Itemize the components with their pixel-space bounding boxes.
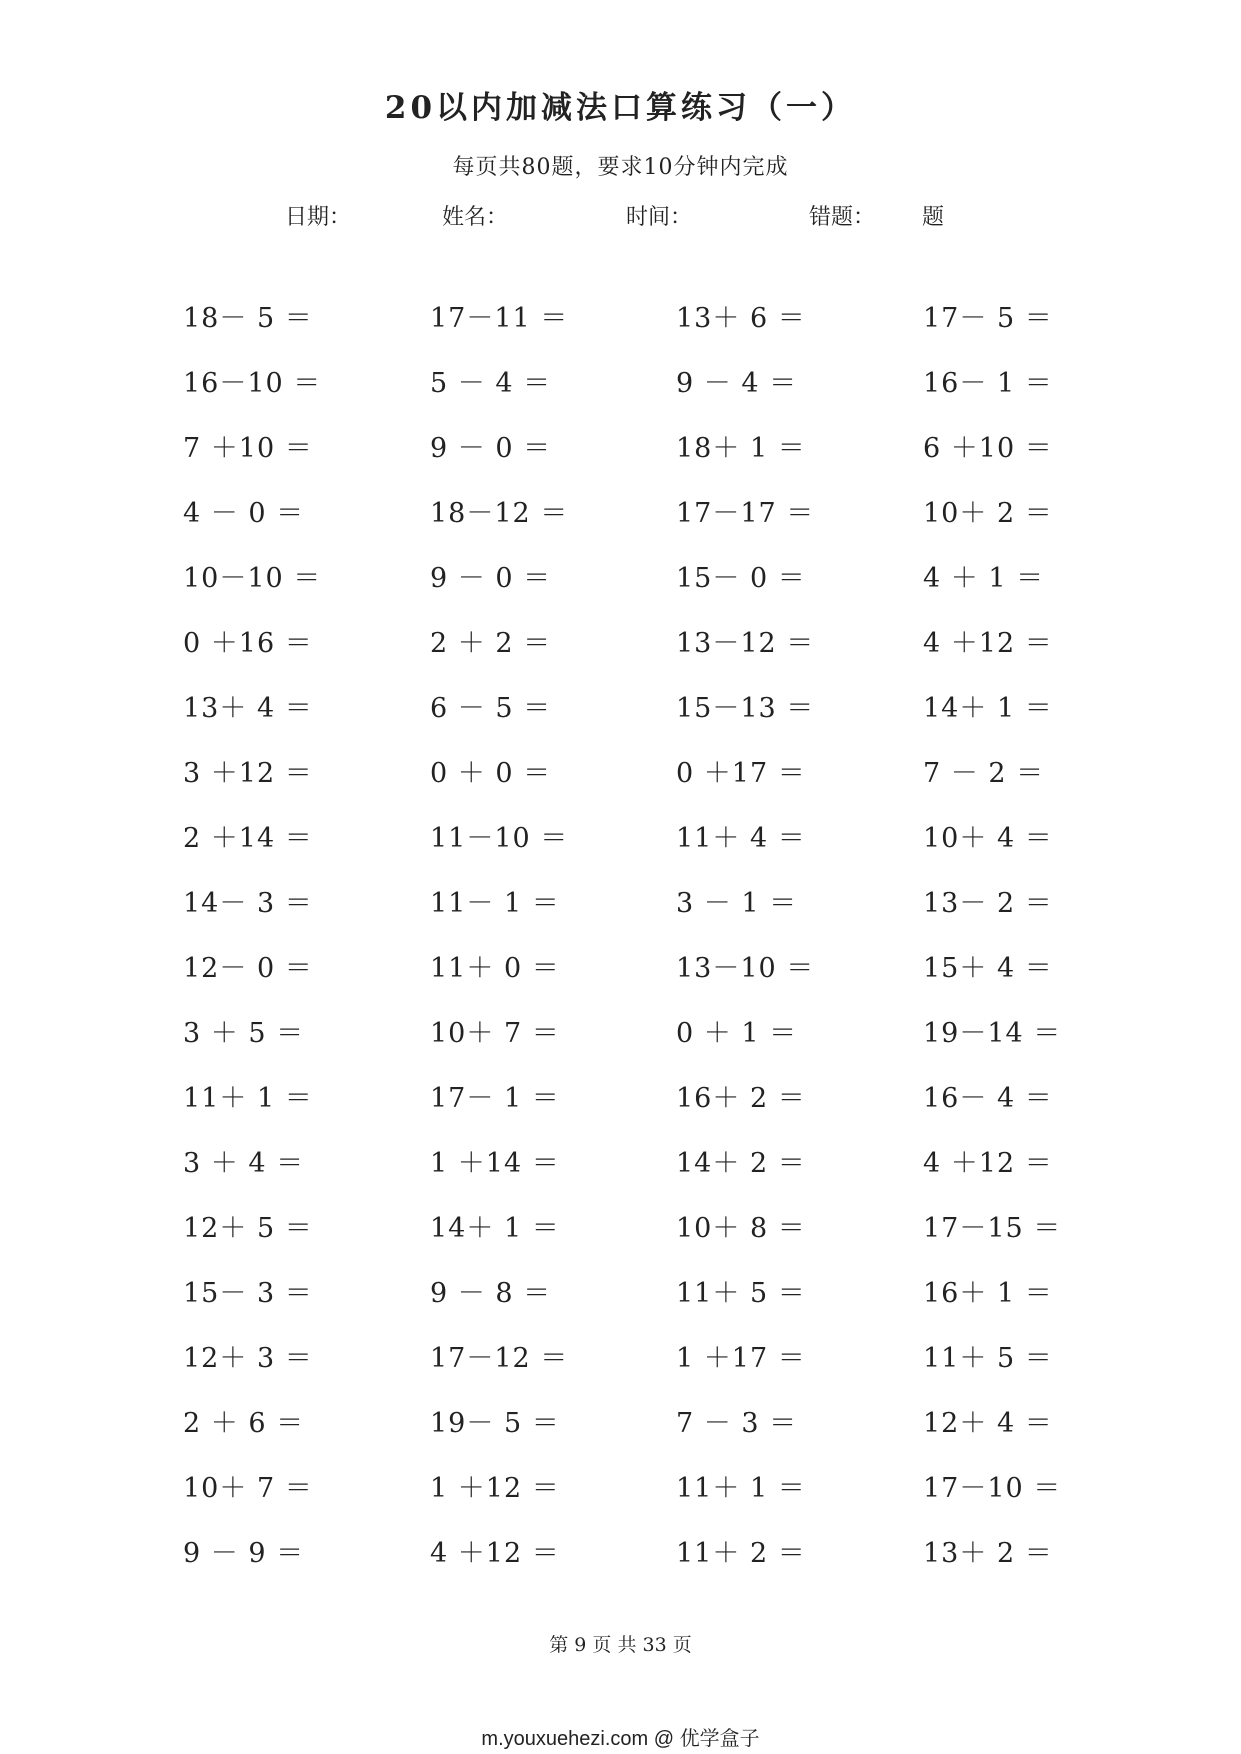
problem-item: 9 － 4 ＝ bbox=[676, 368, 798, 399]
problem-row bbox=[183, 621, 1123, 686]
problem-row bbox=[183, 296, 1123, 361]
time-label: 时间： bbox=[626, 205, 693, 230]
errors-unit: 题 bbox=[922, 205, 945, 230]
problem-item: 7 － 2 ＝ bbox=[923, 758, 1045, 789]
problem-item: 3 ＋ 5 ＝ bbox=[183, 1018, 305, 1049]
problem-item: 19－ 5 ＝ bbox=[430, 1408, 560, 1439]
problem-item: 14＋ 1 ＝ bbox=[923, 693, 1053, 724]
problem-item: 1 ＋14 ＝ bbox=[430, 1148, 560, 1179]
problem-item: 19－14 ＝ bbox=[923, 1018, 1062, 1049]
problem-item: 17－12 ＝ bbox=[430, 1343, 569, 1374]
problem-item: 16－10 ＝ bbox=[183, 368, 322, 399]
problem-item: 5 － 4 ＝ bbox=[430, 368, 552, 399]
errors-label: 错题： bbox=[809, 205, 876, 230]
problem-item: 13－ 2 ＝ bbox=[923, 888, 1053, 919]
problem-item: 3 － 1 ＝ bbox=[676, 888, 798, 919]
problem-item: 10＋ 7 ＝ bbox=[430, 1018, 560, 1049]
problem-item: 17－ 5 ＝ bbox=[923, 303, 1053, 334]
problem-row bbox=[183, 361, 1123, 426]
problem-item: 13－12 ＝ bbox=[676, 628, 815, 659]
problem-row bbox=[183, 1076, 1123, 1141]
problem-item: 11＋ 0 ＝ bbox=[430, 953, 560, 984]
problem-item: 4 ＋12 ＝ bbox=[923, 1148, 1053, 1179]
problem-item: 11＋ 1 ＝ bbox=[676, 1473, 806, 1504]
problem-item: 11＋ 2 ＝ bbox=[676, 1538, 806, 1569]
problem-item: 15－13 ＝ bbox=[676, 693, 815, 724]
problem-row bbox=[183, 426, 1123, 491]
problem-item: 2 ＋14 ＝ bbox=[183, 823, 313, 854]
problem-row bbox=[183, 881, 1123, 946]
problem-item: 7 ＋10 ＝ bbox=[183, 433, 313, 464]
problem-item: 1 ＋12 ＝ bbox=[430, 1473, 560, 1504]
problem-item: 14－ 3 ＝ bbox=[183, 888, 313, 919]
problem-item: 13＋ 2 ＝ bbox=[923, 1538, 1053, 1569]
problem-item: 17－17 ＝ bbox=[676, 498, 815, 529]
problem-item: 9 － 0 ＝ bbox=[430, 433, 552, 464]
problem-item: 0 ＋ 0 ＝ bbox=[430, 758, 552, 789]
problem-item: 11＋ 5 ＝ bbox=[923, 1343, 1053, 1374]
problem-item: 13－10 ＝ bbox=[676, 953, 815, 984]
page-number: 第 9 页 共 33 页 bbox=[549, 1634, 692, 1656]
problem-item: 17－10 ＝ bbox=[923, 1473, 1062, 1504]
problem-item: 10＋ 2 ＝ bbox=[923, 498, 1053, 529]
problem-item: 12＋ 4 ＝ bbox=[923, 1408, 1053, 1439]
problem-row bbox=[183, 1011, 1123, 1076]
problem-item: 15－ 0 ＝ bbox=[676, 563, 806, 594]
problem-item: 10－10 ＝ bbox=[183, 563, 322, 594]
problem-row bbox=[183, 1401, 1123, 1466]
date-label: 日期： bbox=[285, 205, 352, 230]
problem-row bbox=[183, 686, 1123, 751]
problem-item: 10＋ 8 ＝ bbox=[676, 1213, 806, 1244]
problem-item: 16＋ 1 ＝ bbox=[923, 1278, 1053, 1309]
problem-grid bbox=[183, 296, 1123, 1596]
problem-item: 4 ＋12 ＝ bbox=[923, 628, 1053, 659]
problem-item: 18－ 5 ＝ bbox=[183, 303, 313, 334]
page-title: 20以内加减法口算练习（一） bbox=[384, 90, 857, 126]
info-row bbox=[0, 200, 1241, 230]
problem-item: 6 － 5 ＝ bbox=[430, 693, 552, 724]
problem-item: 9 － 9 ＝ bbox=[183, 1538, 305, 1569]
name-label: 姓名： bbox=[442, 205, 509, 230]
problem-row bbox=[183, 1141, 1123, 1206]
problem-item: 14＋ 2 ＝ bbox=[676, 1148, 806, 1179]
problem-item: 15－ 3 ＝ bbox=[183, 1278, 313, 1309]
problem-item: 4 ＋ 1 ＝ bbox=[923, 563, 1045, 594]
problem-item: 12＋ 5 ＝ bbox=[183, 1213, 313, 1244]
problem-item: 9 － 8 ＝ bbox=[430, 1278, 552, 1309]
problem-row bbox=[183, 1336, 1123, 1401]
watermark: m.youxuehezi.com @ 优学盒子 bbox=[481, 1728, 760, 1750]
problem-item: 4 － 0 ＝ bbox=[183, 498, 305, 529]
problem-item: 6 ＋10 ＝ bbox=[923, 433, 1053, 464]
problem-row bbox=[183, 491, 1123, 556]
problem-item: 3 ＋ 4 ＝ bbox=[183, 1148, 305, 1179]
problem-item: 11＋ 1 ＝ bbox=[183, 1083, 313, 1114]
problem-row bbox=[183, 1271, 1123, 1336]
problem-item: 13＋ 6 ＝ bbox=[676, 303, 806, 334]
problem-row bbox=[183, 751, 1123, 816]
problem-item: 2 ＋ 6 ＝ bbox=[183, 1408, 305, 1439]
problem-row bbox=[183, 556, 1123, 621]
problem-item: 7 － 3 ＝ bbox=[676, 1408, 798, 1439]
problem-item: 17－11 ＝ bbox=[430, 303, 569, 334]
problem-item: 11－ 1 ＝ bbox=[430, 888, 560, 919]
problem-item: 14＋ 1 ＝ bbox=[430, 1213, 560, 1244]
problem-item: 0 ＋16 ＝ bbox=[183, 628, 313, 659]
problem-item: 17－ 1 ＝ bbox=[430, 1083, 560, 1114]
problem-item: 11＋ 4 ＝ bbox=[676, 823, 806, 854]
problem-item: 10＋ 4 ＝ bbox=[923, 823, 1053, 854]
problem-item: 4 ＋12 ＝ bbox=[430, 1538, 560, 1569]
problem-item: 12＋ 3 ＝ bbox=[183, 1343, 313, 1374]
problem-item: 16－ 4 ＝ bbox=[923, 1083, 1053, 1114]
problem-row bbox=[183, 816, 1123, 881]
page-subtitle: 每页共80题，要求10分钟内完成 bbox=[452, 155, 789, 180]
problem-item: 11＋ 5 ＝ bbox=[676, 1278, 806, 1309]
problem-item: 3 ＋12 ＝ bbox=[183, 758, 313, 789]
problem-item: 13＋ 4 ＝ bbox=[183, 693, 313, 724]
problem-item: 17－15 ＝ bbox=[923, 1213, 1062, 1244]
problem-item: 10＋ 7 ＝ bbox=[183, 1473, 313, 1504]
problem-item: 9 － 0 ＝ bbox=[430, 563, 552, 594]
problem-item: 15＋ 4 ＝ bbox=[923, 953, 1053, 984]
problem-item: 18－12 ＝ bbox=[430, 498, 569, 529]
problem-row bbox=[183, 1531, 1123, 1596]
problem-item: 1 ＋17 ＝ bbox=[676, 1343, 806, 1374]
problem-item: 0 ＋ 1 ＝ bbox=[676, 1018, 798, 1049]
problem-item: 18＋ 1 ＝ bbox=[676, 433, 806, 464]
problem-row bbox=[183, 946, 1123, 1011]
problem-item: 2 ＋ 2 ＝ bbox=[430, 628, 552, 659]
problem-item: 0 ＋17 ＝ bbox=[676, 758, 806, 789]
problem-item: 16＋ 2 ＝ bbox=[676, 1083, 806, 1114]
problem-item: 16－ 1 ＝ bbox=[923, 368, 1053, 399]
problem-row bbox=[183, 1206, 1123, 1271]
problem-item: 12－ 0 ＝ bbox=[183, 953, 313, 984]
problem-row bbox=[183, 1466, 1123, 1531]
problem-item: 11－10 ＝ bbox=[430, 823, 569, 854]
